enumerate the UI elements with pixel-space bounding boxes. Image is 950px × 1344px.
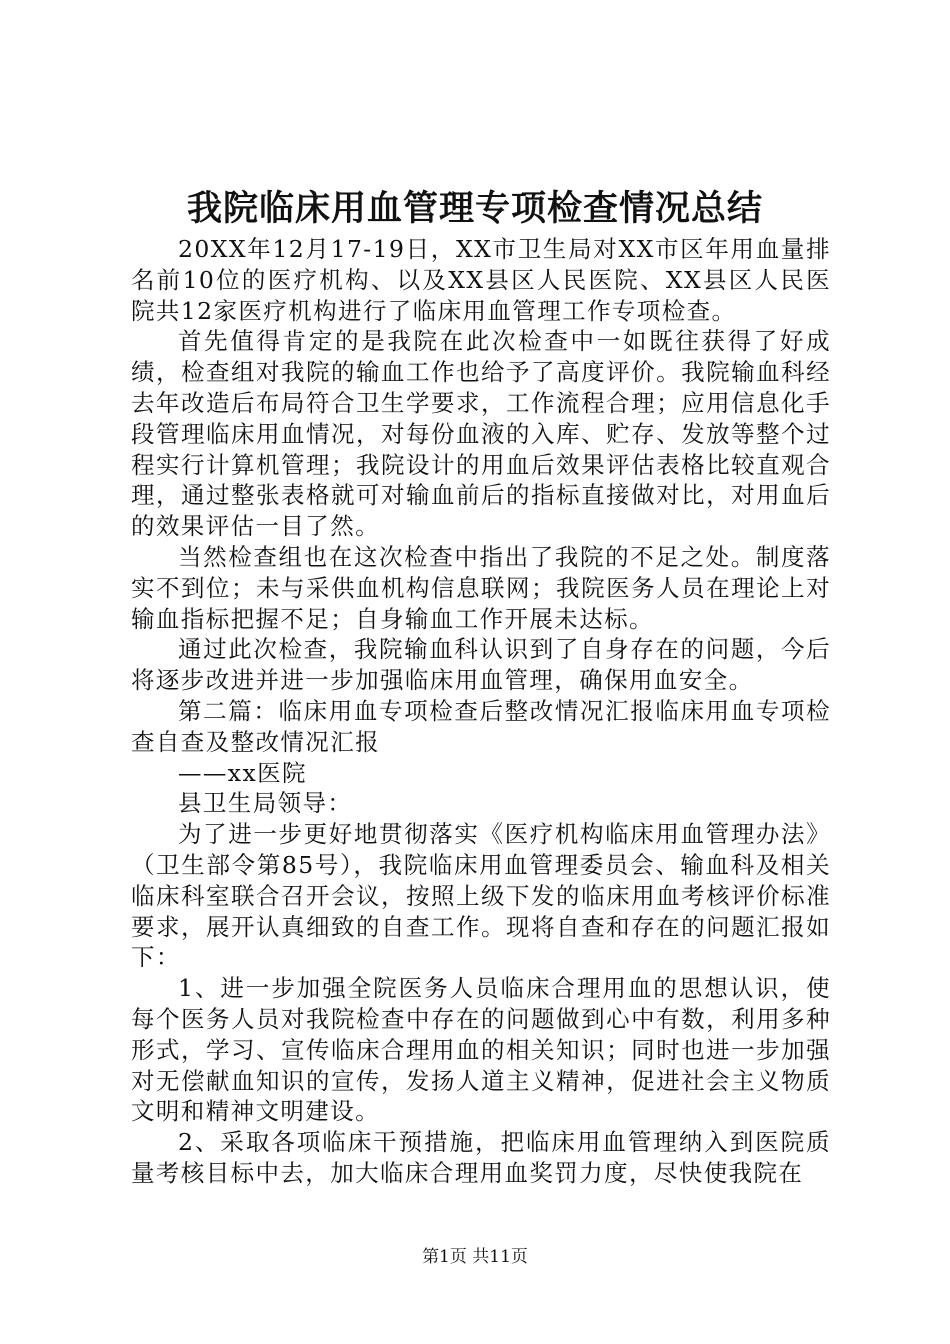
- document-title: 我院临床用血管理专项检查情况总结: [186, 188, 763, 229]
- salutation: 县卫生局领导：: [178, 789, 353, 818]
- paragraph-4: 通过此次检查，我院输血科认识到了自身存在的问题，今后将逐步改进并进一步加强临床用血管理，确保用血安全。: [131, 635, 831, 695]
- paragraph-3: 当然检查组也在这次检查中指出了我院的不足之处。制度落实不到位；未与采供血机构信息联网；我院医务人员在理论上对输血指标把握不足；自身输血工作开展未达标。: [131, 542, 831, 633]
- page-number-footer: 第1页 共11页: [422, 1247, 528, 1267]
- document-body: [131, 234, 831, 1189]
- paragraph-item-2: 2、采取各项临床干预措施，把临床用血管理纳入到医院质量考核目标中去，加大临床合理用血奖罚力度，尽快使我院在: [131, 1128, 831, 1187]
- paragraph-item-1: 1、进一步加强全院医务人员临床合理用血的思想认识，使每个医务人员对我院检查中存在的问题做到心中有数，利用多种形式，学习、宣传临床合理用血的相关知识；同时也进一步加强对无偿献血知识的宣传，发扬人道主义精神，促进社会主义物质文明和精神文明建设。: [131, 974, 831, 1126]
- section-heading-part-2: 第二篇：临床用血专项检查后整改情况汇报临床用血专项检查自查及整改情况汇报: [131, 696, 831, 756]
- paragraph-1: 20XX年12月17-19日，XX市卫生局对XX市区年用血量排名前10位的医疗机构、以及XX县区人民医院、XX县区人民医院共12家医疗机构进行了临床用血管理工作专项检查。: [131, 235, 831, 325]
- paragraph-intro: 为了进一步更好地贯彻落实《医疗机构临床用血管理办法》（卫生部令第85号），我院临床用血管理委员会、输血科及相关临床科室联合召开会议，按照上级下发的临床用血考核评价标准要求，展开认真细致的自查工作。现将自查和存在的问题汇报如下：: [131, 820, 831, 972]
- paragraph-2: 首先值得肯定的是我院在此次检查中一如既往获得了好成绩，检查组对我院的输血工作也给予了高度评价。我院输血科经去年改造后布局符合卫生学要求，工作流程合理；应用信息化手段管理临床用血情况，对每份血液的入库、贮存、发放等整个过程实行计算机管理；我院设计的用血后效果评估表格比较直观合理，通过整张表格就可对输血前后的指标直接做对比，对用血后的效果评估一目了然。: [131, 327, 831, 541]
- hospital-signature-line: ——xx医院: [178, 758, 307, 787]
